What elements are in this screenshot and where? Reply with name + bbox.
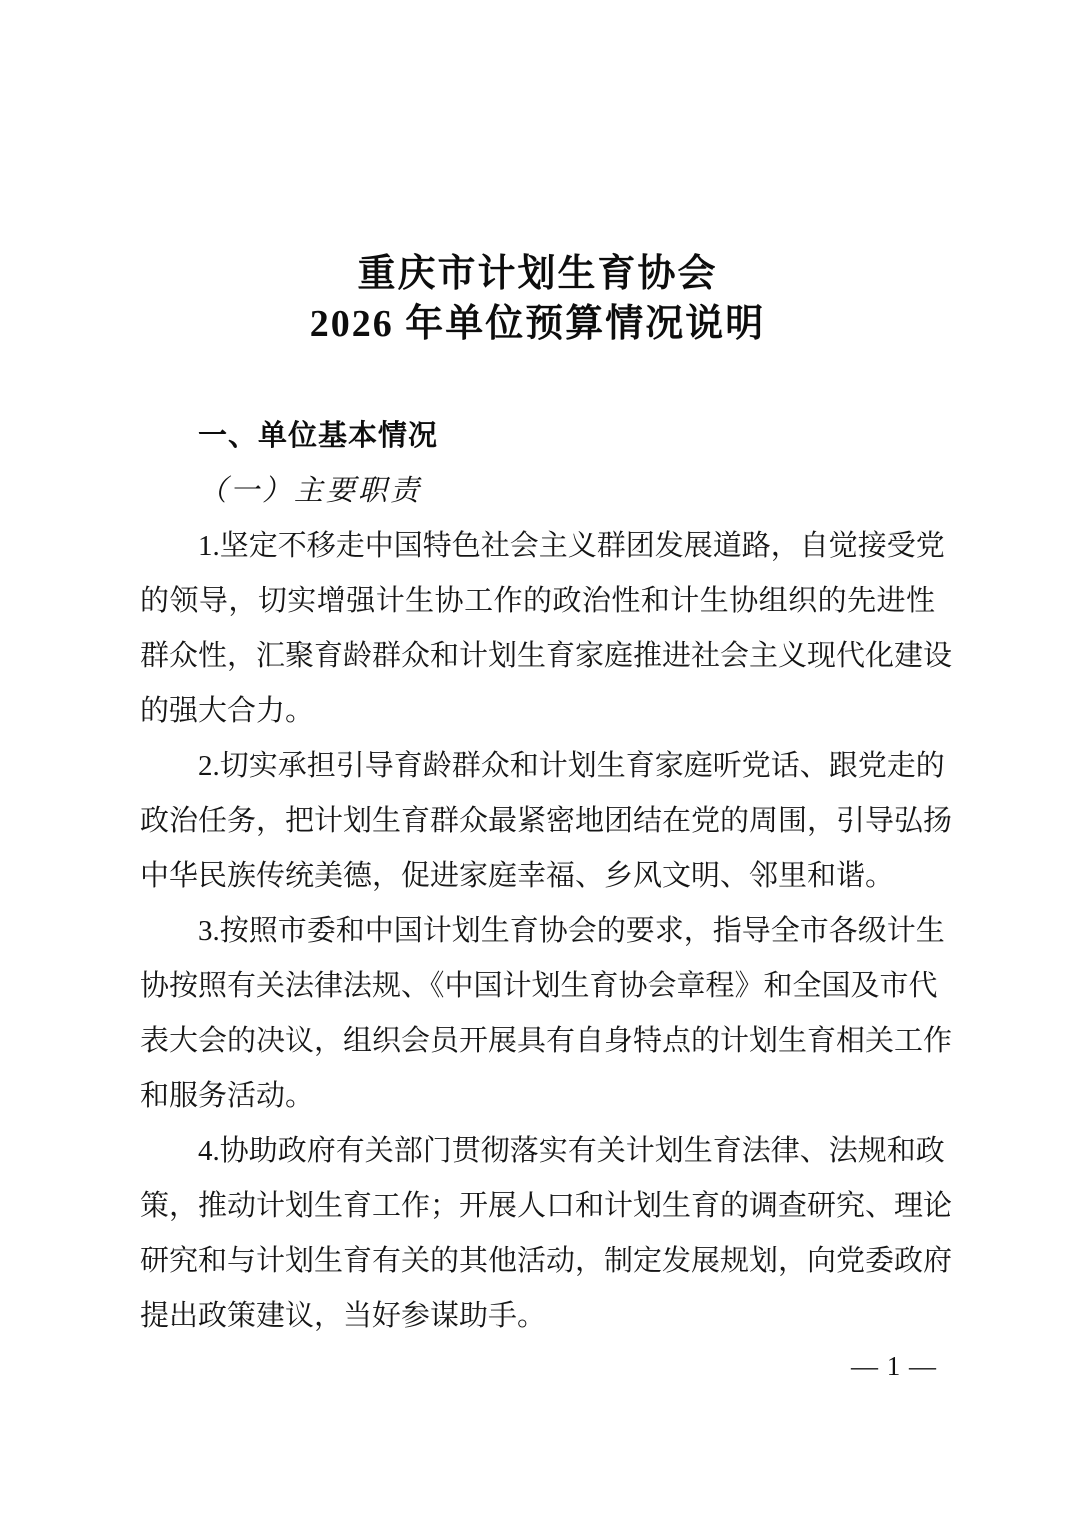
paragraph — [140, 519, 953, 739]
text-line: 2.切实承担引导育龄群众和计划生育家庭听党话、跟党走的 — [198, 750, 945, 782]
page-number: — 1 — — [851, 1351, 937, 1381]
section-heading-basic-information: 一、单位基本情况 — [198, 420, 439, 452]
text-line: 和服务活动。 — [140, 1080, 315, 1112]
text-line: 的强大合力。 — [140, 695, 315, 727]
text-line: 提出政策建议，当好参谋助手。 — [140, 1300, 547, 1332]
document-title-line-2: 2026 年单位预算情况说明 — [309, 303, 766, 345]
text-line: 的领导，切实增强计生协工作的政治性和计生协组织的先进性 — [140, 585, 935, 617]
paragraph — [140, 904, 953, 1124]
paragraph-list — [140, 519, 953, 1344]
paragraph — [140, 739, 953, 904]
text-line: 群众性，汇聚育龄群众和计划生育家庭推进社会主义现代化建设 — [140, 640, 953, 672]
text-line: 政治任务，把计划生育群众最紧密地团结在党的周围，引导弘扬 — [140, 805, 953, 837]
document-title-line-1: 重庆市计划生育协会 — [357, 253, 718, 295]
subsection-heading-main-duties: （一）主要职责 — [198, 475, 423, 507]
text-line: 1.坚定不移走中国特色社会主义群团发展道路，自觉接受党 — [198, 530, 945, 562]
text-line: 3.按照市委和中国计划生育协会的要求，指导全市各级计生 — [198, 915, 945, 947]
text-line: 表大会的决议，组织会员开展具有自身特点的计划生育相关工作 — [140, 1025, 953, 1057]
text-line: 研究和与计划生育有关的其他活动，制定发展规划，向党委政府 — [140, 1245, 953, 1277]
document-content — [140, 0, 953, 1344]
document-title — [140, 249, 935, 349]
text-line: 中华民族传统美德，促进家庭幸福、乡风文明、邻里和谐。 — [140, 860, 895, 892]
text-line: 协按照有关法律法规、《中国计划生育协会章程》和全国及市代 — [140, 970, 938, 1002]
paragraph — [140, 1124, 953, 1344]
text-line: 4.协助政府有关部门贯彻落实有关计划生育法律、法规和政 — [198, 1135, 945, 1167]
text-line: 策，推动计划生育工作；开展人口和计划生育的调查研究、理论 — [140, 1190, 953, 1222]
